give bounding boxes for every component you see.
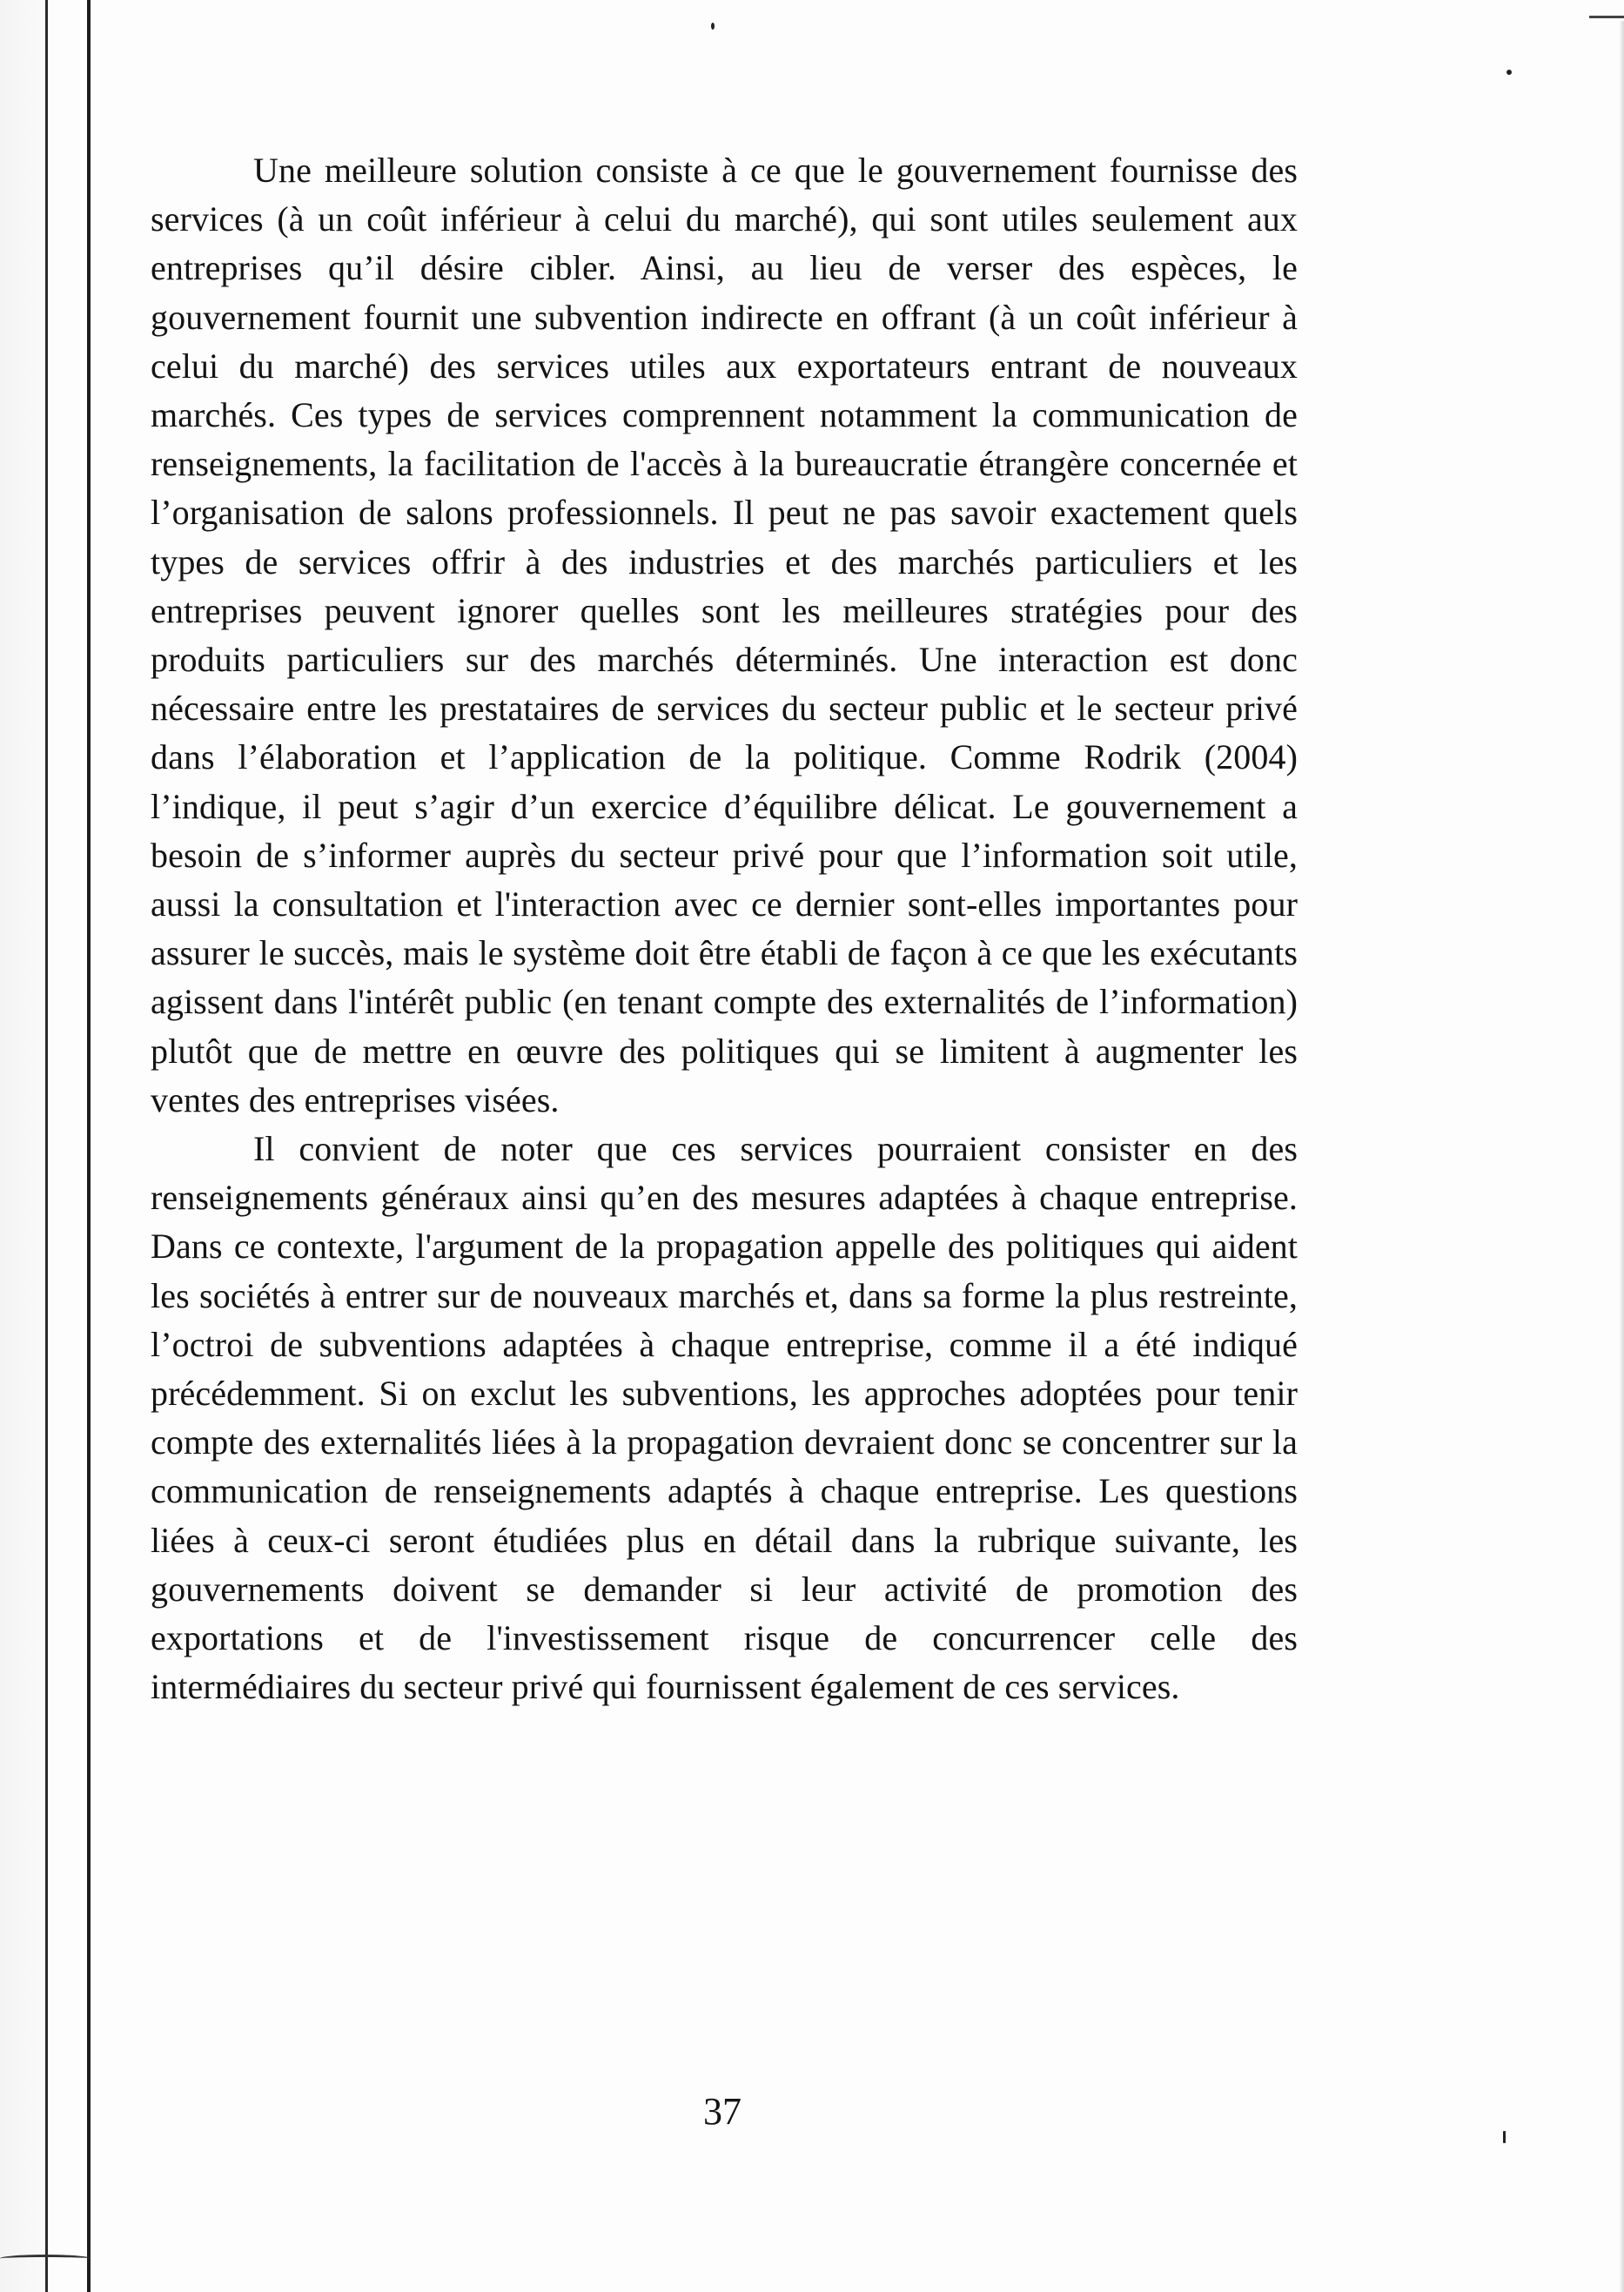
paragraph-2: Il convient de noter que ces services pourraient consister en des renseignements généraux ainsi qu’en des mesures adaptées à chaque entreprise. Dans ce contexte, l'argument de la propagation appelle des politiques qui aident les sociétés à entrer sur de nouveaux marchés et, dans sa forme la plus restreinte, l’octroi de subventions adaptées à chaque entreprise, comme il a été indiqué précédemment. Si on exclut les subventions, les approches adoptées pour tenir compte des externalités liées à la propagation devraient donc se concentrer sur la communication de renseignements adaptés à chaque entreprise. Les questions liées à ceux-ci seront étudiées plus en détail dans la rubrique suivante, les gouvernements doivent se demander si leur activité de promotion des exportations et de l'investissement risque de concurrencer celle des intermédiaires du secteur privé qui fournissent également de ces services. [151, 1129, 1298, 1707]
binding-shadow [0, 0, 45, 2292]
body-text [151, 146, 1298, 1712]
page-number: 37 [703, 2090, 742, 2133]
scan-speck [1507, 70, 1512, 75]
binding-curl [0, 2255, 91, 2262]
scan-speck [711, 23, 715, 30]
right-edge-shadow [1619, 21, 1624, 2292]
right-edge-mark [1589, 16, 1624, 18]
scan-speck [1503, 2131, 1506, 2143]
paragraph-1: Une meilleure solution consiste à ce que le gouvernement fournisse des services (à un coût inférieur à celui du marché), qui sont utiles seulement aux entreprises qu’il désire cibler. Ainsi, au lieu de verser des espèces, le gouvernement fournit une subvention indirecte en offrant (à un coût inférieur à celui du marché) des services utiles aux exportateurs entrant de nouveaux marchés. Ces types de services comprennent notamment la communication de renseignements, la facilitation de l'accès à la bureaucratie étrangère concernée et l’organisation de salons professionnels. Il peut ne pas savoir exactement quels types de services offrir à des industries et des marchés particuliers et les entreprises peuvent ignorer quelles sont les meilleures stratégies pour des produits particuliers sur des marchés déterminés. Une interaction est donc nécessaire entre les prestataires de services du secteur public et le secteur privé dans l’élaboration et l’application de la politique. Comme Rodrik (2004) l’indique, il peut s’agir d’un exercice d’équilibre délicat. Le gouvernement a besoin de s’informer auprès du secteur privé pour que l’information soit utile, aussi la consultation et l'interaction avec ce dernier sont-elles importantes pour assurer le succès, mais le système doit être établi de façon à ce que les exécutants agissent dans l'intérêt public (en tenant compte des externalités de l’information) plutôt que de mettre en œuvre des politiques qui se limitent à augmenter les ventes des entreprises visées. [151, 151, 1298, 1119]
binding-edge-outer [45, 0, 48, 2292]
binding-edge-inner [87, 0, 91, 2292]
